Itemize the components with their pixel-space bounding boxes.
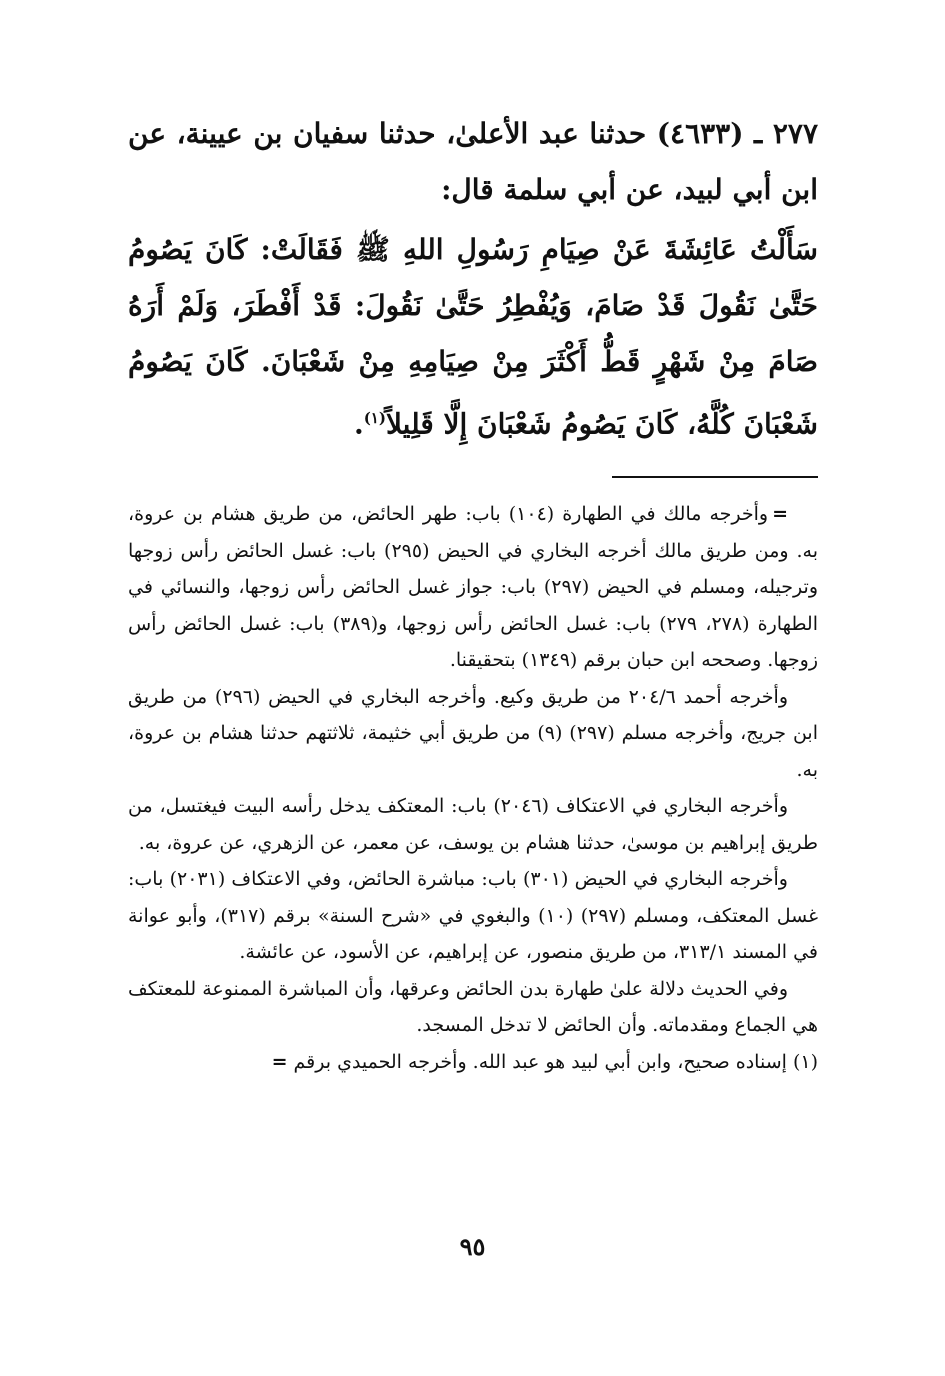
page-number: ٩٥ [459, 1232, 486, 1261]
hadith-isnad: ٢٧٧ ـ (٤٦٣٣) حدثنا عبد الأعلىٰ، حدثنا سفيان بن عيينة، عن ابن أبي لبيد، عن أبي سلمة قال: [128, 117, 818, 206]
hadith-block [128, 106, 818, 452]
footnote-reference[interactable]: (١) [363, 409, 386, 427]
footnote-paragraph-text: وأخرجه مالك في الطهارة (١٠٤) باب: طهر الحائض، من طريق هشام بن عروة، به. ومن طريق مالك أخرجه البخاري في الحيض (٢٩٥) باب: غسل الحائض رأس زوجها وترجيله، ومسلم في الحيض (٢٩٧) باب: جواز غسل الحائض رأس زوجها، والنسائي في الطهارة (٢٧٨، ٢٧٩) باب: غسل الحائض رأس زوجها، و(٣٨٩) باب: غسل الحائض رأس زوجها. وصححه ابن حبان برقم (١٣٤٩) بتحقيقنا. [128, 503, 818, 671]
hadith-matn [128, 222, 818, 452]
footnote-1-text: (١) إسناده صحيح، وابن أبي لبيد هو عبد الله. وأخرجه الحميدي برقم [293, 1050, 818, 1073]
footnotes-block [128, 496, 818, 1080]
footnote-paragraph: وأخرجه أحمد ٢٠٤/٦ من طريق وكيع. وأخرجه البخاري في الحيض (٢٩٦) من طريق ابن جريج، وأخرجه مسلم (٢٩٧) (٩) من طريق أبي خثيمة، ثلاثتهم حدثنا هشام بن عروة، به. [128, 685, 818, 781]
matn-end-punctuation: . [353, 407, 364, 441]
footnote-paragraph: وأخرجه البخاري في الحيض (٣٠١) باب: مباشرة الحائض، وفي الاعتكاف (٢٠٣١) باب: غسل المعتكف، ومسلم (٢٩٧) (١٠) والبغوي في «شرح السنة» برقم (٣١٧)، وأبو عوانة في المسند ٣١٣/١، من طريق منصور، عن إبراهيم، عن الأسود، عن عائشة. [128, 868, 819, 963]
footnote-paragraph: وأخرجه البخاري في الاعتكاف (٢٠٤٦) باب: المعتكف يدخل رأسه البيت فيغتسل، من طريق إبراهيم بن موسىٰ، حدثنا هشام بن يوسف، عن معمر، عن الزهري، عن عروة، به. [128, 795, 818, 854]
footnote-paragraph [128, 496, 818, 679]
hadith-matn-text: سَأَلْتُ عَائِشَةَ عَنْ صِيَامِ رَسُولِ اللهِ ﷺ فَقَالَتْ: كَانَ يَصُومُ حَتَّىٰ نَقُولَ قَدْ صَامَ، وَيُفْطِرُ حَتَّىٰ نَقُولَ: قَدْ أَفْطَرَ، وَلَمْ أَرَهُ صَامَ مِنْ شَهْرٍ قَطُّ أَكْثَرَ مِنْ صِيَامِهِ مِنْ شَعْبَانَ. كَانَ يَصُومُ شَعْبَانَ كُلَّهُ، كَانَ يَصُومُ شَعْبَانَ إِلَّا قَلِيلاً [128, 233, 819, 441]
continuation-mark: = [772, 503, 788, 525]
footnote-separator [612, 476, 818, 478]
footnote-1 [128, 1044, 818, 1081]
footnote-continuation-mark: = [271, 1050, 288, 1073]
footnote-paragraph: وفي الحديث دلالة علىٰ طهارة بدن الحائض وعرقها، وأن المباشرة الممنوعة للمعتكف هي الجماع ومقدماته. وأن الحائض لا تدخل المسجد. [128, 977, 818, 1036]
